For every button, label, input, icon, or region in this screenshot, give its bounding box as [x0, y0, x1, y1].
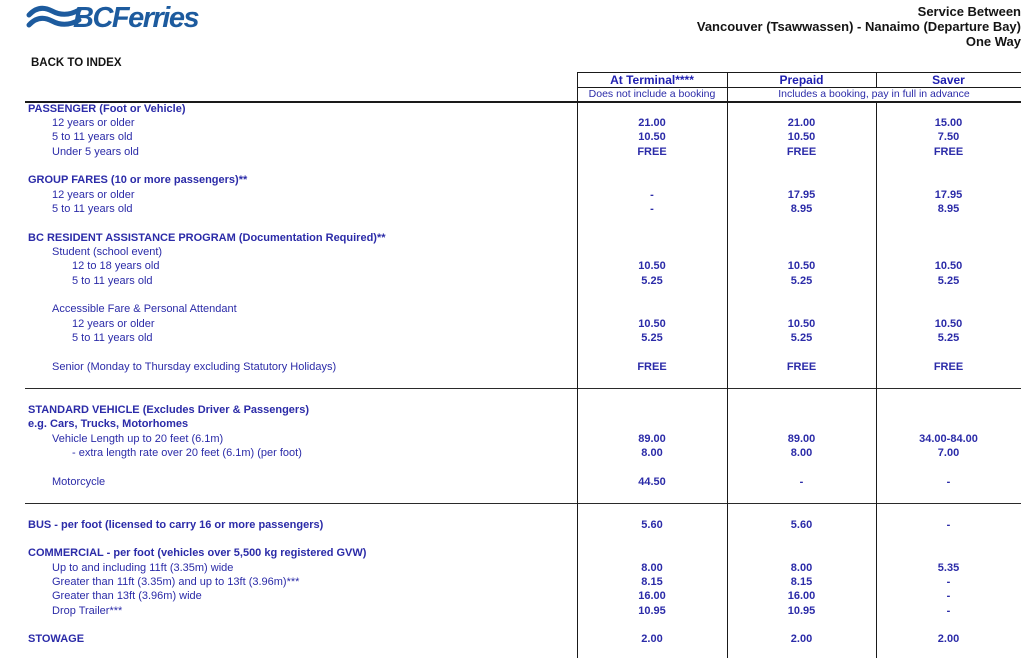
route-line: Vancouver (Tsawwassen) - Nanaimo (Departure Bay) [696, 19, 1021, 34]
fare-value-at-terminal: 44.50 [577, 475, 727, 489]
fare-value-saver [876, 532, 1021, 546]
column-subheader-row [25, 88, 1021, 103]
fare-value-prepaid [727, 231, 876, 245]
row-label: Student (school event) [52, 246, 163, 259]
fare-value-at-terminal [577, 303, 727, 317]
fare-value-saver [876, 647, 1021, 658]
one-way-line: One Way [965, 34, 1021, 49]
fare-value-at-terminal [577, 403, 727, 417]
fare-value-at-terminal: 16.00 [577, 590, 727, 604]
row-label: 5 to 11 years old [52, 131, 133, 144]
fare-value-saver: - [876, 590, 1021, 604]
fare-value-saver: 7.50 [876, 131, 1021, 145]
row-label [25, 489, 577, 503]
table-row [25, 317, 1021, 331]
fare-value-prepaid: 10.50 [727, 317, 876, 331]
fare-value-prepaid: 89.00 [727, 432, 876, 446]
fare-value-at-terminal: 5.25 [577, 332, 727, 346]
table-row [25, 633, 1021, 647]
fare-value-at-terminal: FREE [577, 360, 727, 374]
fare-value-at-terminal [577, 389, 727, 403]
fare-value-saver [876, 403, 1021, 417]
fare-value-at-terminal: 8.00 [577, 446, 727, 460]
fare-value-prepaid [727, 217, 876, 231]
fare-value-at-terminal [577, 288, 727, 302]
fare-value-at-terminal: - [577, 188, 727, 202]
table-row [25, 590, 1021, 604]
fare-value-saver [876, 217, 1021, 231]
fare-value-saver: 5.25 [876, 274, 1021, 288]
fare-value-saver [876, 231, 1021, 245]
fare-table [25, 72, 1021, 658]
row-label: GROUP FARES (10 or more passengers)** [28, 174, 248, 187]
fare-value-at-terminal: 10.50 [577, 317, 727, 331]
table-row [25, 303, 1021, 317]
bcferries-logo [26, 1, 198, 35]
subheader-prepaid-saver: Includes a booking, pay in full in advance [727, 88, 1021, 103]
fare-value-saver: FREE [876, 360, 1021, 374]
fare-value-saver [876, 303, 1021, 317]
fare-value-saver: 15.00 [876, 116, 1021, 130]
table-row [25, 575, 1021, 589]
row-label: 12 years or older [52, 117, 135, 130]
fare-value-at-terminal: 21.00 [577, 116, 727, 130]
subheader-spacer [25, 88, 577, 103]
row-label: BC RESIDENT ASSISTANCE PROGRAM (Documentation Required)** [28, 231, 386, 244]
row-label [25, 532, 577, 546]
table-row [25, 202, 1021, 216]
table-row [25, 389, 1021, 403]
fare-value-saver: - [876, 475, 1021, 489]
row-label: Drop Trailer*** [52, 604, 123, 617]
row-label [25, 461, 577, 475]
fare-value-prepaid: 8.00 [727, 446, 876, 460]
table-row [25, 446, 1021, 460]
table-row [25, 547, 1021, 561]
row-label: Greater than 13ft (3.96m) wide [52, 590, 202, 603]
table-row [25, 332, 1021, 346]
fare-value-prepaid [727, 618, 876, 632]
table-row [25, 504, 1021, 518]
row-label: 5 to 11 years old [52, 203, 133, 216]
row-label: 5 to 11 years old [72, 274, 153, 287]
fare-value-prepaid: 8.00 [727, 561, 876, 575]
table-row [25, 260, 1021, 274]
fare-value-prepaid [727, 346, 876, 360]
row-label: BUS - per foot (licensed to carry 16 or more passengers) [28, 518, 324, 531]
fare-value-saver: - [876, 604, 1021, 618]
fare-value-at-terminal [577, 102, 727, 116]
service-between-line: Service Between [917, 4, 1021, 19]
fare-value-prepaid: 8.95 [727, 202, 876, 216]
table-row [25, 461, 1021, 475]
fare-value-at-terminal [577, 647, 727, 658]
fare-value-at-terminal [577, 375, 727, 389]
fare-value-saver [876, 245, 1021, 259]
fare-value-prepaid: FREE [727, 360, 876, 374]
service-header [697, 4, 1021, 49]
table-row [25, 231, 1021, 245]
row-label: 12 years or older [72, 317, 155, 330]
fare-value-saver: - [876, 518, 1021, 532]
fare-value-at-terminal: 10.50 [577, 260, 727, 274]
fare-value-prepaid [727, 389, 876, 403]
subheader-at-terminal: Does not include a booking [577, 88, 727, 103]
fare-value-prepaid: 5.60 [727, 518, 876, 532]
fare-value-at-terminal: 5.60 [577, 518, 727, 532]
fare-value-at-terminal [577, 174, 727, 188]
table-row [25, 432, 1021, 446]
row-label: Greater than 11ft (3.35m) and up to 13ft (3.96m)*** [52, 576, 300, 589]
fare-value-prepaid [727, 532, 876, 546]
fare-value-saver: FREE [876, 145, 1021, 159]
fare-value-at-terminal: 8.15 [577, 575, 727, 589]
row-label [25, 288, 577, 302]
fare-value-prepaid: 8.15 [727, 575, 876, 589]
fare-value-at-terminal: 10.50 [577, 131, 727, 145]
header-at-terminal: At Terminal**** [577, 73, 727, 88]
table-row [25, 174, 1021, 188]
fare-value-prepaid: 17.95 [727, 188, 876, 202]
column-header-row [25, 73, 1021, 88]
fare-value-saver: 5.35 [876, 561, 1021, 575]
row-label: Up to and including 11ft (3.35m) wide [52, 561, 234, 574]
table-row [25, 489, 1021, 503]
fare-value-prepaid [727, 174, 876, 188]
table-row [25, 346, 1021, 360]
fare-value-at-terminal [577, 217, 727, 231]
table-row [25, 518, 1021, 532]
fare-value-prepaid: 16.00 [727, 590, 876, 604]
fare-value-at-terminal [577, 461, 727, 475]
row-label: 5 to 11 years old [72, 332, 153, 345]
row-label: STOWAGE [28, 633, 85, 646]
fare-value-at-terminal [577, 489, 727, 503]
table-row [25, 647, 1021, 658]
fare-value-saver: 7.00 [876, 446, 1021, 460]
row-label: Accessible Fare & Personal Attendant [52, 303, 237, 316]
fare-value-at-terminal [577, 418, 727, 432]
fare-value-at-terminal: FREE [577, 145, 727, 159]
fare-value-saver [876, 288, 1021, 302]
fare-value-prepaid [727, 547, 876, 561]
table-row [25, 360, 1021, 374]
table-row [25, 418, 1021, 432]
fare-value-prepaid: 2.00 [727, 633, 876, 647]
fare-value-at-terminal: 10.95 [577, 604, 727, 618]
fare-value-at-terminal [577, 346, 727, 360]
row-label: Senior (Monday to Thursday excluding Statutory Holidays) [52, 360, 337, 373]
fare-value-at-terminal [577, 504, 727, 518]
row-label [25, 647, 577, 658]
fare-value-prepaid: 5.25 [727, 274, 876, 288]
header-saver: Saver [876, 73, 1021, 88]
table-row [25, 403, 1021, 417]
fare-value-prepaid [727, 303, 876, 317]
fare-value-saver: 34.00-84.00 [876, 432, 1021, 446]
fare-value-prepaid: 10.95 [727, 604, 876, 618]
fare-value-prepaid [727, 403, 876, 417]
table-row [25, 102, 1021, 116]
fare-value-prepaid [727, 418, 876, 432]
fare-value-saver: 8.95 [876, 202, 1021, 216]
fare-value-saver [876, 418, 1021, 432]
row-label [25, 375, 577, 389]
row-label: 12 to 18 years old [72, 260, 160, 273]
fare-value-saver: 10.50 [876, 260, 1021, 274]
fare-value-saver: 10.50 [876, 317, 1021, 331]
fare-value-at-terminal [577, 618, 727, 632]
header-prepaid: Prepaid [727, 73, 876, 88]
fare-value-saver: 5.25 [876, 332, 1021, 346]
fare-value-saver: 17.95 [876, 188, 1021, 202]
fare-value-at-terminal [577, 159, 727, 173]
row-label: PASSENGER (Foot or Vehicle) [25, 102, 577, 116]
fare-value-at-terminal [577, 532, 727, 546]
table-row [25, 145, 1021, 159]
row-label: Motorcycle [52, 475, 106, 488]
fare-value-prepaid [727, 375, 876, 389]
fare-value-prepaid [727, 504, 876, 518]
row-label [25, 217, 577, 231]
fare-value-prepaid: 10.50 [727, 260, 876, 274]
fare-value-at-terminal [577, 231, 727, 245]
table-row [25, 532, 1021, 546]
row-label [25, 159, 577, 173]
back-to-index-link[interactable]: BACK TO INDEX [31, 57, 122, 69]
fare-value-prepaid [727, 102, 876, 116]
table-row [25, 217, 1021, 231]
fare-value-saver [876, 618, 1021, 632]
logo-text: BCFerries [73, 2, 199, 34]
fare-value-prepaid [727, 288, 876, 302]
fare-value-at-terminal [577, 547, 727, 561]
table-row [25, 245, 1021, 259]
fare-value-prepaid [727, 159, 876, 173]
fare-value-saver [876, 102, 1021, 116]
row-label: 12 years or older [52, 188, 135, 201]
fare-value-saver [876, 547, 1021, 561]
fare-value-at-terminal [577, 245, 727, 259]
fare-value-prepaid [727, 647, 876, 658]
fare-value-at-terminal: 89.00 [577, 432, 727, 446]
fare-value-saver: 2.00 [876, 633, 1021, 647]
fare-value-prepaid: - [727, 475, 876, 489]
fare-value-at-terminal: - [577, 202, 727, 216]
table-row [25, 604, 1021, 618]
row-label [25, 389, 577, 403]
table-row [25, 116, 1021, 130]
table-row [25, 159, 1021, 173]
table-row [25, 561, 1021, 575]
fare-value-prepaid: 21.00 [727, 116, 876, 130]
row-label: COMMERCIAL - per foot (vehicles over 5,500 kg registered GVW) [28, 547, 367, 560]
table-row [25, 131, 1021, 145]
table-row [25, 475, 1021, 489]
row-label [25, 346, 577, 360]
fare-value-prepaid [727, 461, 876, 475]
fare-value-saver: - [876, 575, 1021, 589]
table-row [25, 188, 1021, 202]
row-label: Vehicle Length up to 20 feet (6.1m) [52, 432, 224, 445]
fare-value-saver [876, 461, 1021, 475]
row-label: - extra length rate over 20 feet (6.1m) (per foot) [72, 446, 302, 459]
fare-value-saver [876, 174, 1021, 188]
row-label: STANDARD VEHICLE (Excludes Driver & Passengers) [28, 403, 309, 416]
fare-value-prepaid [727, 489, 876, 503]
header-spacer [25, 73, 577, 88]
row-label: e.g. Cars, Trucks, Motorhomes [28, 418, 189, 431]
fare-value-at-terminal: 8.00 [577, 561, 727, 575]
fare-value-saver [876, 346, 1021, 360]
row-label [25, 618, 577, 632]
table-row [25, 288, 1021, 302]
fare-value-at-terminal: 5.25 [577, 274, 727, 288]
fare-value-saver [876, 389, 1021, 403]
fare-value-prepaid: 5.25 [727, 332, 876, 346]
fare-table-container [25, 72, 1021, 658]
fare-value-prepaid [727, 245, 876, 259]
table-row [25, 618, 1021, 632]
fare-value-saver [876, 489, 1021, 503]
fare-value-prepaid: 10.50 [727, 131, 876, 145]
row-label [25, 504, 577, 518]
fare-value-prepaid: FREE [727, 145, 876, 159]
fare-value-at-terminal: 2.00 [577, 633, 727, 647]
table-row [25, 274, 1021, 288]
table-row [25, 375, 1021, 389]
fare-value-saver [876, 159, 1021, 173]
fare-value-saver [876, 375, 1021, 389]
row-label: Under 5 years old [52, 145, 139, 158]
fare-value-saver [876, 504, 1021, 518]
